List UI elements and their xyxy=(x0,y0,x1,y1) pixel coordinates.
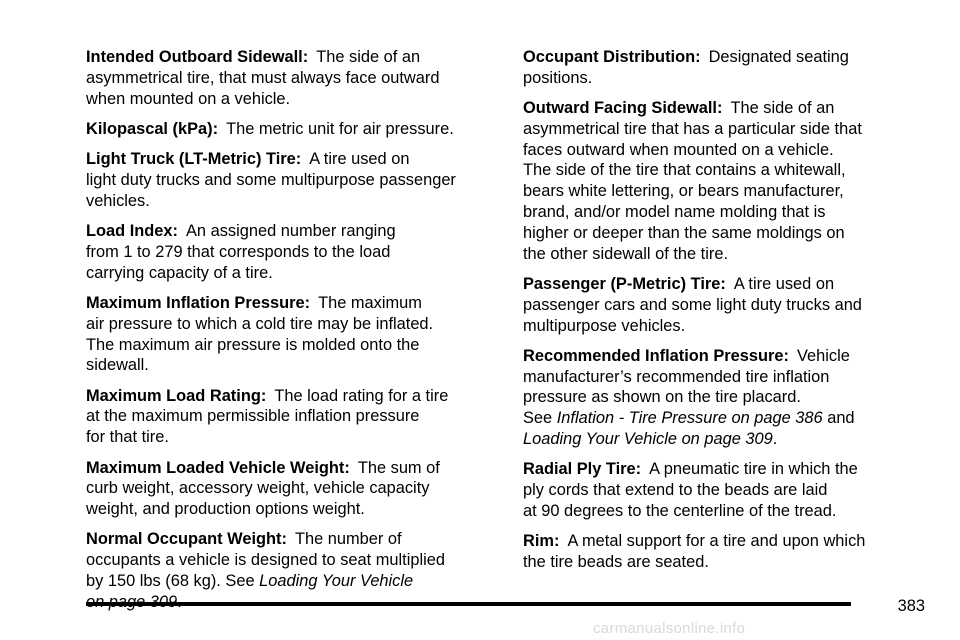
definition-line: passenger cars and some light duty trucks and xyxy=(523,295,862,314)
definition-line: An assigned number ranging xyxy=(185,222,396,241)
entry-load-index xyxy=(86,221,496,283)
watermark: carmanualsonline.info xyxy=(593,620,746,637)
definition-line: asymmetrical tire that has a particular side that xyxy=(523,119,862,138)
definition-line: positions. xyxy=(523,68,593,87)
term: Load Index: xyxy=(86,222,178,241)
definition-line: Vehicle xyxy=(796,346,850,365)
term: Outward Facing Sidewall: xyxy=(523,99,723,118)
definition-line: by 150 lbs (68 kg). See xyxy=(86,572,255,591)
definition-line: air pressure to which a cold tire may be inflated. xyxy=(86,314,434,333)
entry-recommended-inflation-pressure xyxy=(523,346,923,450)
definition-line: occupants a vehicle is designed to seat multiplied xyxy=(86,551,445,570)
definition-line: See xyxy=(523,409,553,428)
term: Maximum Load Rating: xyxy=(86,386,267,405)
definition-line: brand, and/or model name molding that is xyxy=(523,203,826,222)
definition-line: vehicles. xyxy=(86,191,150,210)
definition-line: when mounted on a vehicle. xyxy=(86,89,291,108)
term: Radial Ply Tire: xyxy=(523,460,642,479)
cross-reference-link[interactable]: Inflation - Tire Pressure on page 386 xyxy=(556,409,823,428)
entry-kilopascal xyxy=(86,119,496,140)
definition-line: at 90 degrees to the centerline of the tread. xyxy=(523,501,837,520)
term: Recommended Inflation Pressure: xyxy=(523,346,789,365)
entry-maximum-loaded-vehicle-weight xyxy=(86,458,496,520)
definition-line: manufacturer’s recommended tire inflation xyxy=(523,367,830,386)
entry-light-truck-tire xyxy=(86,149,496,211)
definition-line: asymmetrical tire, that must always face outward xyxy=(86,68,440,87)
term: Kilopascal (kPa): xyxy=(86,119,219,138)
definition-line: The maximum air pressure is molded onto the xyxy=(86,335,420,354)
definition-line: weight, and production options weight. xyxy=(86,500,365,519)
definition-line: light duty trucks and some multipurpose passenger xyxy=(86,170,456,189)
definition-line: bears white lettering, or bears manufacturer, xyxy=(523,182,844,201)
definition-line: The side of the tire that contains a whitewall, xyxy=(523,161,846,180)
definition-line: The side of an xyxy=(316,48,421,66)
definition-line: Designated seating xyxy=(708,48,849,66)
definition-line: for that tire. xyxy=(86,428,169,447)
punctuation: . xyxy=(772,430,778,449)
definition-line: A metal support for a tire and upon which xyxy=(567,532,866,551)
definition-line: The sum of xyxy=(357,458,440,477)
definition-line: The maximum xyxy=(318,293,422,312)
term: Maximum Inflation Pressure: xyxy=(86,293,311,312)
definition-line: sidewall. xyxy=(86,356,149,375)
entry-occupant-distribution xyxy=(523,47,923,89)
definition-line: multipurpose vehicles. xyxy=(523,316,686,335)
definition-line: the tire beads are seated. xyxy=(523,553,709,572)
definition-line: higher or deeper than the same moldings on xyxy=(523,223,845,242)
cross-reference-link[interactable]: Loading Your Vehicle xyxy=(259,572,414,591)
definition-line: The number of xyxy=(294,530,402,549)
term: Passenger (P-Metric) Tire: xyxy=(523,274,726,293)
definition-line: curb weight, accessory weight, vehicle capacity xyxy=(86,479,430,498)
footer-rule xyxy=(86,602,851,606)
page-number: 383 xyxy=(897,597,925,615)
term: Normal Occupant Weight: xyxy=(86,530,287,549)
definition-line: at the maximum permissible inflation pressure xyxy=(86,407,420,426)
definition-line: A tire used on xyxy=(733,274,835,293)
term: Rim: xyxy=(523,532,560,551)
definition-line: A tire used on xyxy=(309,150,410,169)
right-column xyxy=(523,47,923,582)
term: Intended Outboard Sidewall: xyxy=(86,48,309,66)
definition-line: ply cords that extend to the beads are laid xyxy=(523,481,828,500)
definition-line: A pneumatic tire in which the xyxy=(649,460,858,479)
definition-line: faces outward when mounted on a vehicle. xyxy=(523,140,834,159)
definition-line: the other sidewall of the tire. xyxy=(523,244,728,263)
cross-reference-link[interactable]: Loading Your Vehicle on page 309 xyxy=(523,430,773,449)
definition-line: pressure as shown on the tire placard. xyxy=(523,388,801,407)
definition-line: from 1 to 279 that corresponds to the load xyxy=(86,242,391,261)
term: Light Truck (LT-Metric) Tire: xyxy=(86,150,302,169)
term: Maximum Loaded Vehicle Weight: xyxy=(86,458,350,477)
term: Occupant Distribution: xyxy=(523,48,701,66)
definition-line: and xyxy=(827,409,855,428)
entry-rim xyxy=(523,531,923,573)
definition-line: The load rating for a tire xyxy=(274,386,449,405)
definition-line: The metric unit for air pressure. xyxy=(226,119,454,138)
entry-outward-facing-sidewall xyxy=(523,98,923,264)
definition-line: carrying capacity of a tire. xyxy=(86,263,273,282)
entry-maximum-load-rating xyxy=(86,386,496,448)
entry-intended-outboard-sidewall xyxy=(86,47,496,109)
entry-passenger-tire xyxy=(523,274,923,336)
definition-line: The side of an xyxy=(730,99,835,118)
entry-normal-occupant-weight xyxy=(86,529,496,612)
entry-radial-ply-tire xyxy=(523,459,923,521)
left-column xyxy=(86,47,496,622)
entry-maximum-inflation-pressure xyxy=(86,293,496,376)
